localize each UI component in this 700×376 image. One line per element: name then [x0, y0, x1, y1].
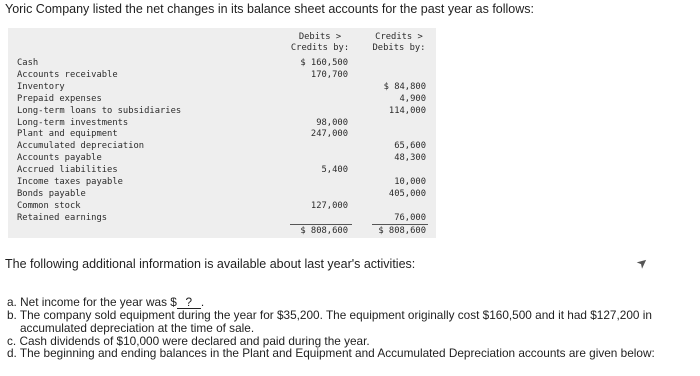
account-name: Cash [17, 58, 39, 68]
account-name: Inventory [17, 81, 65, 92]
credit-value: 76,000 [394, 212, 426, 223]
credit-total-rule [372, 224, 428, 225]
intro-text: Yoric Company listed the net changes in its balance sheet accounts for the past year as follows: [5, 2, 535, 16]
account-name: Prepaid expenses [17, 93, 102, 104]
item-a-text: a. Net income for the year was $ [7, 295, 177, 309]
balance-changes-table [8, 28, 436, 238]
credit-column-header: Credits > Debits by: [372, 32, 426, 53]
additional-info-heading: The following additional information is available about last year's activities: [5, 257, 416, 271]
mouse-cursor-icon: ➤ [633, 253, 652, 272]
credit-value: 48,300 [394, 153, 426, 164]
account-name: Bonds payable [17, 188, 86, 199]
debit-total-rule [290, 224, 352, 225]
account-name: Accounts receivable [17, 69, 118, 80]
debit-value: 5,400 [321, 165, 348, 176]
debit-value: 127,000 [310, 200, 348, 211]
debit-value: 247,000 [310, 129, 348, 140]
item-a-suffix: . [200, 295, 205, 309]
credit-value: 65,600 [394, 141, 426, 152]
debit-value: 98,000 [316, 117, 348, 128]
credit-value: $ 84,800 [383, 81, 426, 92]
net-income-blank: ? [177, 297, 201, 309]
item-d: d. The beginning and ending balances in the Plant and Equipment and Accumulated Depreciation accounts are given below: [7, 346, 655, 361]
account-name: Common stock [17, 200, 81, 211]
debit-value: $ 160,500 [300, 58, 348, 68]
account-name: Long-term loans to subsidiaries [17, 105, 182, 116]
item-b-line2: accumulated depreciation at the time of sale. [20, 320, 255, 335]
account-name: Income taxes payable [17, 177, 123, 187]
credit-value: 405,000 [388, 188, 426, 199]
activity-list [7, 296, 697, 360]
account-name: Plant and equipment [17, 129, 118, 140]
debit-column-header: Debits > Credits by: [290, 32, 350, 53]
account-name: Retained earnings [17, 212, 108, 223]
credit-total: $ 808,600 [378, 226, 426, 236]
account-name: Accounts payable [17, 153, 102, 164]
credit-value: 4,900 [399, 93, 426, 104]
account-name: Long-term investments [17, 117, 129, 128]
debit-total: $ 808,600 [300, 226, 348, 236]
item-b-line1: b. The company sold equipment during the year for $35,200. The equipment originally cost $160,500 and it had $127,200 in [7, 308, 652, 322]
account-name: Accrued liabilities [17, 165, 118, 176]
credit-value: 10,000 [394, 177, 426, 187]
item-c: c. Cash dividends of $10,000 were declared and paid during the year. [7, 333, 370, 348]
account-name: Accumulated depreciation [17, 141, 145, 152]
debit-value: 170,700 [310, 69, 348, 80]
credit-value: 114,000 [388, 105, 426, 116]
